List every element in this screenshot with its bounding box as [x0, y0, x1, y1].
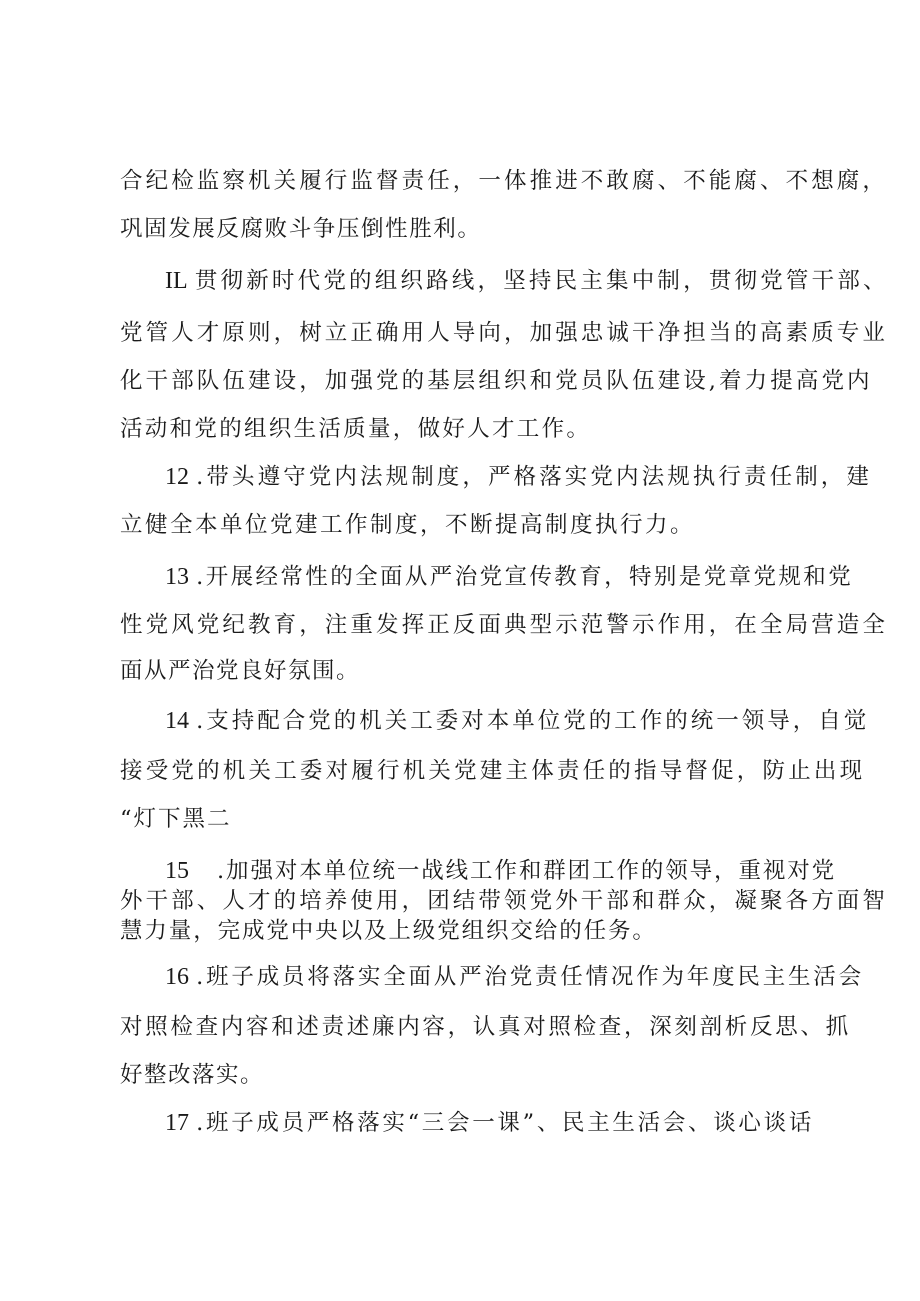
- paragraph-line: 化干部队伍建设，加强党的基层组织和党员队伍建设,着力提高党内: [120, 368, 873, 394]
- paragraph-line: 性党风党纪教育，注重发挥正反面典型示范警示作用，在全局营造全: [120, 612, 889, 638]
- paragraph-line-item-14: 14 .支持配合党的机关工委对本单位党的工作的统一领导，自觉: [165, 708, 870, 734]
- item-number: 17: [165, 1110, 189, 1136]
- paragraph-line-item-15: 15 .加强对本单位统一战线工作和群团工作的领导，重视对党: [165, 858, 837, 884]
- paragraph-line-item-17: 17 .班子成员严格落实“三会一课”、民主生活会、谈心谈话: [165, 1110, 815, 1136]
- item-number: 12: [165, 464, 189, 490]
- paragraph-line-item-13: 13 .开展经常性的全面从严治党宣传教育，特别是党章党规和党: [165, 564, 854, 590]
- paragraph-line: 活动和党的组织生活质量，做好人才工作。: [120, 416, 592, 442]
- paragraph-line: 面从严治党良好氛围。: [120, 658, 361, 684]
- paragraph-line: 巩固发展反腐败斗争压倒性胜利。: [120, 216, 482, 242]
- item-number: 13: [165, 564, 189, 590]
- paragraph-line: 外干部、人才的培养使用，团结带领党外干部和群众，凝聚各方面智: [120, 888, 889, 914]
- paragraph-line-item-16: 16 .班子成员将落实全面从严治党责任情况作为年度民主生活会: [165, 964, 864, 990]
- item-number: 15: [165, 858, 189, 884]
- paragraph-line: 立健全本单位党建工作制度，不断提高制度执行力。: [120, 512, 696, 538]
- paragraph-line-item-11: IL 贯彻新时代党的组织路线，坚持民主集中制，贯彻党管干部、: [165, 268, 889, 294]
- paragraph-line: 接受党的机关工委对履行机关党建主体责任的指导督促，防止出现: [120, 758, 866, 784]
- item-number: 16: [165, 964, 189, 990]
- item-number: IL: [165, 268, 188, 294]
- paragraph-line: 党管人才原则，树立正确用人导向，加强忠诚干净担当的高素质专业: [120, 320, 889, 346]
- paragraph-line: 好整改落实。: [120, 1062, 265, 1088]
- paragraph-line: 合纪检监察机关履行监督责任，一体推进不敢腐、不能腐、不想腐，: [120, 168, 889, 194]
- paragraph-line: “灯下黑二: [120, 806, 232, 832]
- paragraph-line: 对照检查内容和述责述廉内容，认真对照检查，深刻剖析反思、抓: [120, 1014, 851, 1040]
- item-number: 14: [165, 708, 189, 734]
- paragraph-line: 慧力量，完成党中央以及上级党组织交给的任务。: [120, 918, 657, 944]
- paragraph-line-item-12: 12 .带头遵守党内法规制度，严格落实党内法规执行责任制，建: [165, 464, 873, 490]
